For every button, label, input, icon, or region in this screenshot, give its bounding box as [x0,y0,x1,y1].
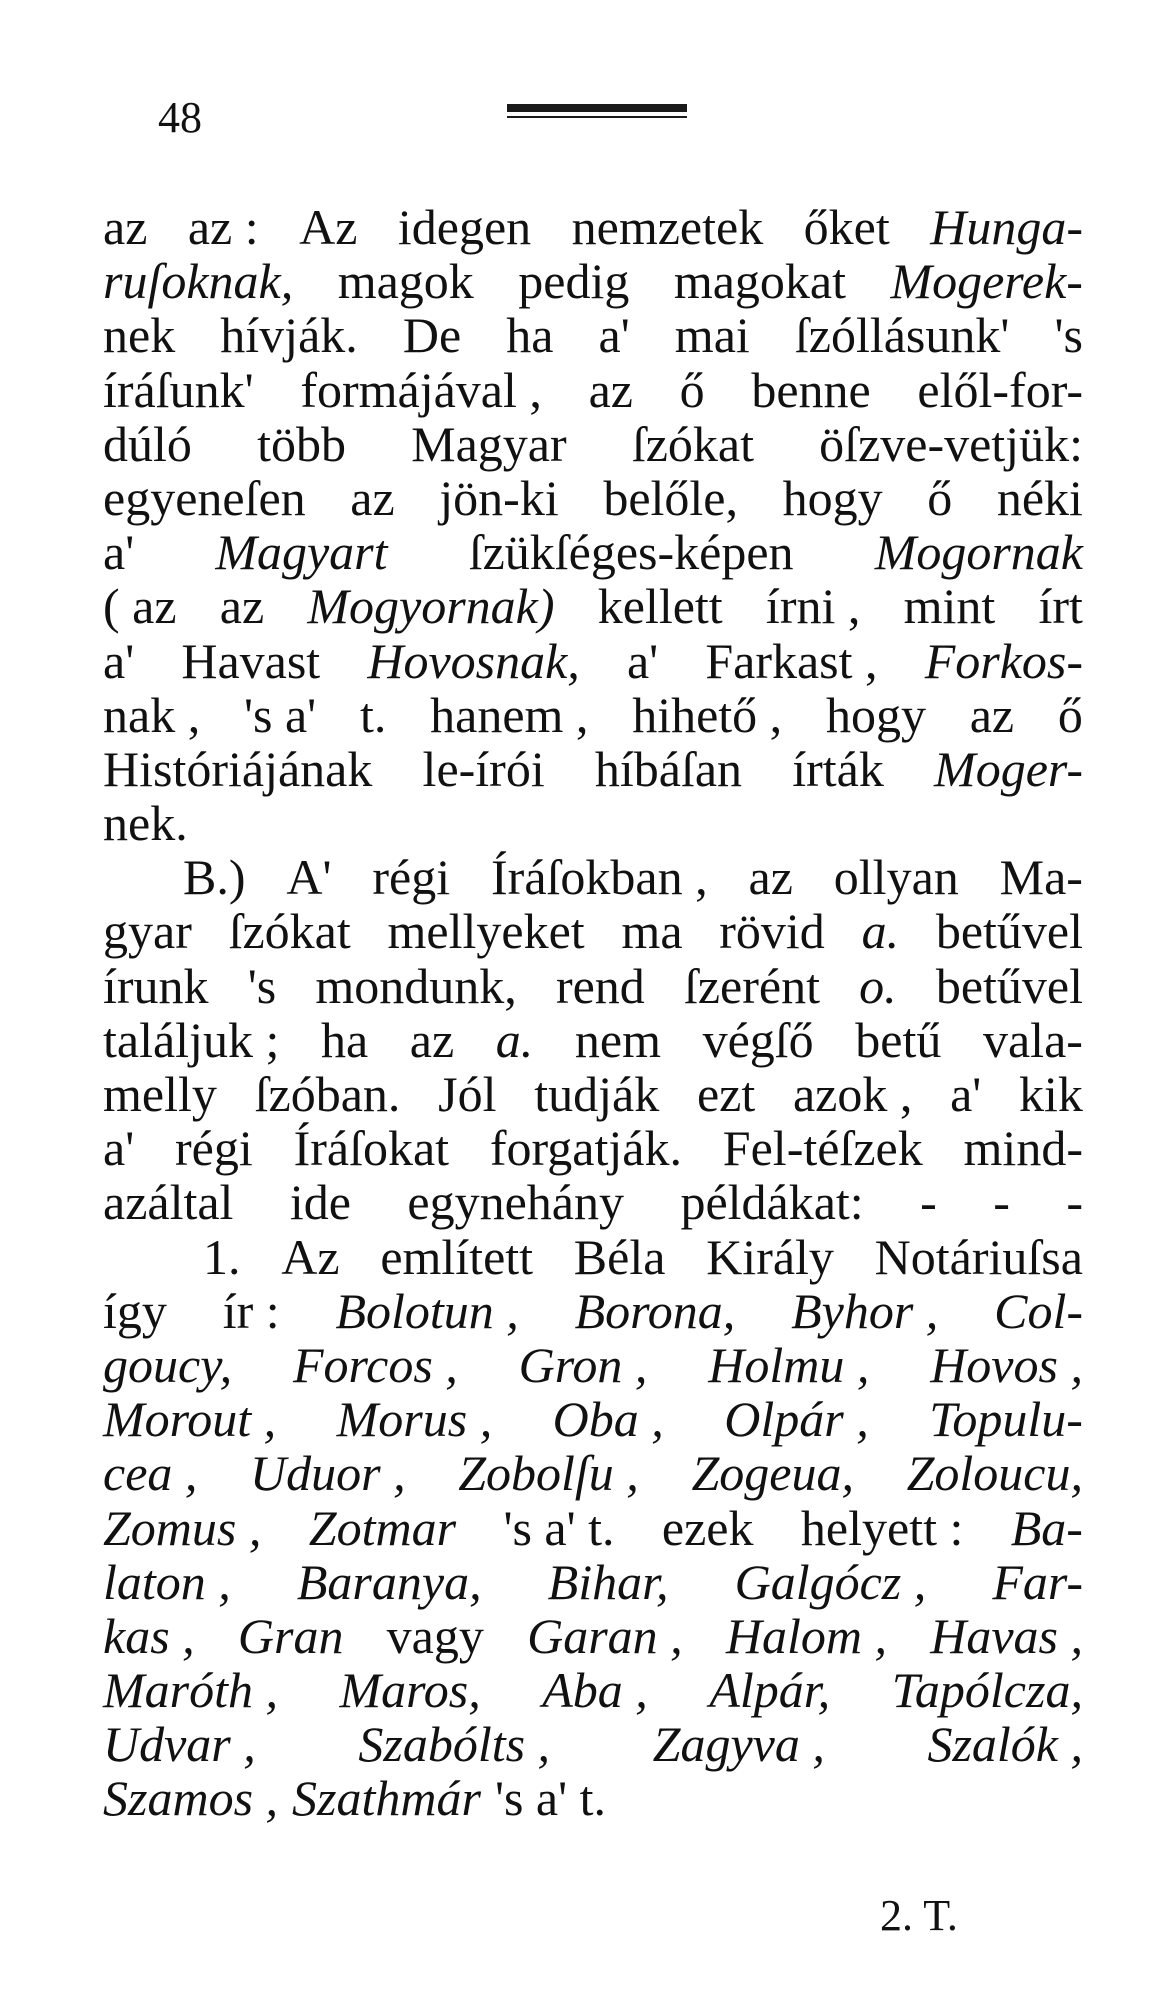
word: Szalók , [927,1716,1083,1773]
word: ſzóllásunk' [794,307,1010,364]
word: öſzve-vetjük: [819,415,1083,472]
text-line [103,634,1083,688]
word: régi [372,849,451,906]
word: nemzetek [571,199,764,255]
word: Fel-téſzek [722,1120,923,1177]
word: Byhor , [791,1282,939,1339]
word: elől-for- [917,361,1083,418]
word: Baranya, [296,1553,482,1610]
word: régi [175,1120,253,1177]
word: mai [674,307,750,364]
word: Farkast , [705,632,878,689]
word: hívják. [220,307,358,364]
word: Oba , [552,1391,664,1448]
word: Zobolſu , [458,1445,639,1502]
word: Zagyva , [652,1716,825,1773]
word: cea , [103,1445,198,1502]
word: rövid [719,903,825,960]
page-number: 48 [158,93,202,142]
word: Maros, [339,1662,481,1719]
word: Szabólts , [358,1716,551,1773]
word: a' [626,632,659,689]
word: ma [621,903,683,960]
word: laton , [103,1553,231,1610]
word: a. [861,903,900,960]
word: - [993,1174,1010,1231]
word: Íráſokban , [491,849,708,906]
word: ír : [222,1282,280,1339]
word: betűvel [935,957,1083,1014]
word: Borona, [574,1282,736,1339]
word: ( az [103,578,177,635]
word: Szamos , [103,1770,279,1827]
word: Az [281,1228,340,1285]
word: B.) [183,849,246,906]
word: Hunga- [930,199,1083,255]
word: gyar [103,903,192,960]
text-line [103,1717,1083,1771]
word: Notáriuſsa [874,1228,1083,1285]
word: pedig [518,253,630,310]
word: Morout , [103,1391,277,1448]
text-line [103,688,1083,742]
word: Íráſokat [293,1120,450,1177]
word: íráſunk' [103,361,254,418]
word: Moger- [934,740,1083,797]
word: Olpár , [724,1391,869,1448]
word: Halom , [725,1607,887,1664]
word: le-írói [422,740,545,797]
word: nek. [103,795,188,852]
word: 's a' [243,686,317,743]
word: Hovosnak, [367,632,580,689]
word: Galgócz , [734,1553,927,1610]
word: mint [903,578,996,635]
text-line [103,796,1083,850]
word: írták [792,740,884,797]
word: nem [574,1011,661,1068]
word: hanem , [430,686,589,743]
text-line [103,1609,1083,1663]
word: hogy [825,686,926,743]
text-line [103,742,1083,796]
word: az [409,1011,455,1068]
word: mondunk, [315,957,517,1014]
word: ezt [696,1066,756,1122]
word: Zoloucu, [906,1445,1083,1502]
word: Gran [237,1607,344,1664]
word: a' [103,524,135,581]
word: Forcos , [293,1336,458,1393]
text-line [103,363,1083,417]
word: ide [289,1174,351,1231]
word: mind- [963,1120,1083,1177]
word: Havas , [930,1607,1083,1664]
word: az [588,361,633,418]
word: ő [927,469,953,526]
text-line [103,1013,1083,1067]
word: - [920,1174,937,1231]
word: írni , [765,578,861,635]
word: egynehány [407,1174,624,1231]
word: idegen [397,199,532,255]
word: Mogyornak) [307,578,555,635]
word: kik [1019,1066,1083,1122]
text-line [103,200,1083,254]
word: Szathmár [292,1770,481,1827]
word: Garan , [527,1607,683,1664]
word: ſzókat [228,903,351,960]
word: az : [187,199,259,255]
word: azok , [792,1066,913,1122]
word: melly [103,1066,217,1122]
word: Aba , [542,1662,648,1719]
word: betű [855,1011,942,1068]
word: Béla [573,1228,666,1285]
text-line [103,471,1083,525]
catchword: 2. T. [880,1891,958,1940]
word: forgatják. [489,1120,682,1177]
text-line [103,1284,1083,1338]
word: ha [506,307,554,364]
word: Col- [994,1282,1083,1339]
word: 1. [203,1228,241,1285]
word: ő [1057,686,1083,743]
word: az [350,469,395,526]
word: az [969,686,1015,743]
word: mellyeket [387,903,585,960]
text-line [103,1446,1083,1500]
word: nak , [103,686,201,743]
word: az [103,199,148,255]
word: magokat [673,253,846,310]
word: hogy [782,469,883,526]
word: ha [320,1011,369,1068]
word: helyett : [800,1499,964,1556]
word: találjuk ; [103,1011,280,1068]
word: néki [996,469,1083,526]
word: Jól [438,1066,497,1122]
word: Zotmar [308,1499,457,1556]
word: ollyan [833,849,959,906]
word: benne [751,361,871,418]
word: Maróth , [103,1662,278,1719]
word: Mogornak [874,524,1083,581]
word: a' [103,1120,135,1177]
text-line [103,1121,1083,1175]
word: Zogeua, [691,1445,854,1502]
word: Tapólcza, [891,1662,1083,1719]
word: magok [337,253,474,310]
text-line [103,417,1083,471]
word: kellett [597,578,723,635]
word: végſő [702,1011,814,1068]
word: jön-ki [439,469,559,526]
word: több [257,415,346,472]
word: 's a' t. [494,1770,607,1827]
word: Ma- [999,849,1083,906]
word: 's [247,957,277,1014]
word: ő [679,361,705,418]
text-line [103,1230,1083,1284]
word: Holmu , [708,1336,870,1393]
word: - [1066,1174,1083,1231]
word: a' [950,1066,982,1122]
word: Históriájának [103,740,373,797]
word: ruſoknak, [103,253,294,310]
text-line [103,579,1083,633]
text-line [103,1338,1083,1392]
word: írt [1038,578,1083,635]
word: t. [359,686,387,743]
word: Morus , [336,1391,493,1448]
text-line [103,904,1083,958]
word: őket [803,199,890,255]
word: ſzerént [683,957,820,1014]
word: az [219,578,265,635]
text-line [103,1175,1083,1229]
word: dúló [103,415,192,472]
text-line [103,1501,1083,1555]
word: A' [286,849,332,906]
word: 's a' t. [503,1499,615,1556]
word: Király [706,1228,834,1285]
word: hihető , [632,686,783,743]
text-line [103,1392,1083,1446]
header-rule-ornament [505,102,705,122]
text-line [103,254,1083,308]
word: Bolotun , [335,1282,519,1339]
word: a. [495,1011,534,1068]
text-line [103,1771,1083,1825]
word: a' [103,632,135,689]
word: a' [598,307,630,364]
text-line [103,959,1083,1013]
word: betűvel [935,903,1083,960]
word: Hovos , [930,1336,1083,1393]
word: Bihar, [547,1553,669,1610]
body-text [103,200,1083,1826]
text-line [103,1555,1083,1609]
word: az [748,849,793,906]
word: Magyar [411,415,567,472]
word: Uduor , [250,1445,406,1502]
word: említett [380,1228,534,1285]
word: Far- [992,1553,1083,1610]
word: egyeneſen [103,469,306,526]
word: azáltal [103,1174,234,1231]
word: Forkos- [924,632,1083,689]
word: írunk [103,957,209,1014]
word: vala- [982,1011,1083,1068]
word: példákat: [680,1174,864,1231]
word: kas , [103,1607,195,1664]
text-line [103,1067,1083,1121]
word: Alpár, [709,1662,831,1719]
text-line [103,1663,1083,1717]
word: Topulu- [929,1391,1083,1448]
word: ſzükſéges-képen [468,524,794,581]
word: tudják [534,1066,660,1122]
text-line [103,850,1083,904]
word: ezek [661,1499,754,1556]
word: 's [1054,307,1083,364]
word: ſzókat [631,415,754,472]
word: Magyart [215,524,388,581]
word: Zomus , [103,1499,262,1556]
word: nek [103,307,176,364]
word: goucy, [103,1336,233,1393]
word: Mogerek- [890,253,1083,310]
word: Havast [181,632,321,689]
word: o. [859,957,897,1014]
word: ſzóban. [254,1066,401,1122]
word: Az [299,199,358,255]
text-line [103,308,1083,362]
word: vagy [386,1607,484,1664]
word: rend [555,957,645,1014]
word: Udvar , [103,1716,256,1773]
word: így [103,1282,167,1339]
word: formájával , [300,361,542,418]
word: híbáſan [594,740,743,797]
word: Gron , [518,1336,648,1393]
text-line [103,525,1083,579]
word: belőle, [603,469,738,526]
word: Ba- [1010,1499,1083,1556]
word: De [402,307,462,364]
